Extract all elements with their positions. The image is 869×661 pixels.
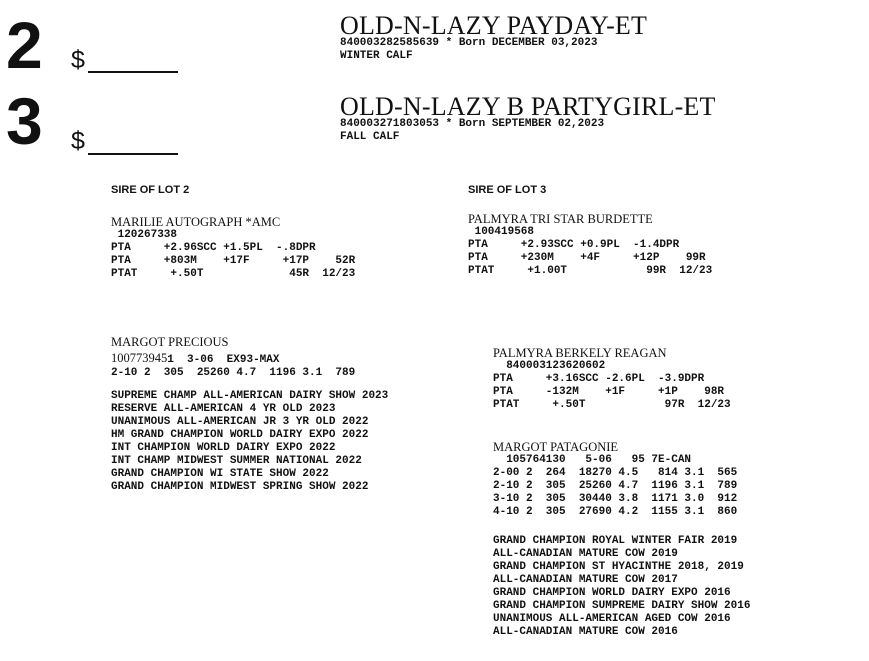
lot-2-dollar-sign: $ bbox=[71, 46, 85, 74]
sire-lot-2-ptat-line: PTAT +.50T 45R 12/23 bbox=[111, 268, 356, 280]
sire-lot-3-name: PALMYRA TRI STAR BURDETTE bbox=[468, 212, 653, 226]
lot-3-name: OLD-N-LAZY B PARTYGIRL-ET bbox=[340, 92, 716, 121]
lot-3-class: FALL CALF bbox=[340, 131, 400, 143]
maternal-grandsire-ptat-line: PTAT +.50T 97R 12/23 bbox=[493, 399, 731, 411]
dam-lot-3-record: 2-10 2 305 25260 4.7 1196 3.1 789 bbox=[493, 480, 738, 492]
award-line: INT CHAMPION WORLD DAIRY EXPO 2022 bbox=[111, 442, 336, 454]
lot-3-registration: 840003271803053 * Born SEPTEMBER 02,2023 bbox=[340, 118, 605, 130]
dam-lot-2-awards bbox=[111, 390, 388, 494]
dam-lot-3-name: MARGOT PATAGONIE bbox=[493, 440, 619, 454]
maternal-grandsire-pta-line: PTA -132M +1F +1P 98R bbox=[493, 386, 725, 398]
award-line: ALL-CANADIAN MATURE COW 2017 bbox=[493, 574, 678, 586]
sire-lot-3-registration: 100419568 bbox=[468, 226, 535, 238]
award-line: GRAND CHAMPION WI STATE SHOW 2022 bbox=[111, 468, 329, 480]
sire-lot-2-pta-line: PTA +803M +17F +17P 52R bbox=[111, 255, 356, 267]
dam-lot-2-record: 2-10 2 305 25260 4.7 1196 3.1 789 bbox=[111, 367, 356, 379]
dam-lot-3-record: 4-10 2 305 27690 4.2 1155 3.1 860 bbox=[493, 506, 738, 518]
lot-3-price-blank[interactable] bbox=[88, 153, 178, 155]
award-line: GRAND CHAMPION ROYAL WINTER FAIR 2019 bbox=[493, 535, 738, 547]
lot-2-name: OLD-N-LAZY PAYDAY-ET bbox=[340, 11, 648, 40]
lot-2-class: WINTER CALF bbox=[340, 50, 413, 62]
sire-lot-3-ptat-line: PTAT +1.00T 99R 12/23 bbox=[468, 265, 713, 277]
dam-lot-2-classification: 1 3-06 EX93-MAX bbox=[167, 354, 280, 366]
lot-3-number: 3 bbox=[6, 84, 41, 158]
dam-lot-3-record: 2-00 2 264 18270 4.5 814 3.1 565 bbox=[493, 467, 738, 479]
sire-lot-3-pta-line: PTA +2.93SCC +0.9PL -1.4DPR bbox=[468, 239, 680, 251]
sire-lot-3-block bbox=[468, 212, 712, 278]
dam-lot-2-registration: 100773945 bbox=[111, 351, 168, 365]
sire-lot-2-name: MARILIE AUTOGRAPH *AMC bbox=[111, 215, 281, 229]
award-line: ALL-CANADIAN MATURE COW 2016 bbox=[493, 626, 678, 638]
award-line: UNANIMOUS ALL-AMERICAN JR 3 YR OLD 2022 bbox=[111, 416, 369, 428]
award-line: GRAND CHAMPION ST HYACINTHE 2018, 2019 bbox=[493, 561, 744, 573]
sire-lot-2-block bbox=[111, 215, 355, 281]
lot-2-registration: 840003282585639 * Born DECEMBER 03,2023 bbox=[340, 37, 598, 49]
award-line: ALL-CANADIAN MATURE COW 2019 bbox=[493, 548, 678, 560]
sire-lot-3-pta-line: PTA +230M +4F +12P 99R bbox=[468, 252, 706, 264]
dam-lot-2-block bbox=[111, 335, 355, 380]
lot-2-price-blank[interactable] bbox=[88, 71, 178, 73]
award-line: RESERVE ALL-AMERICAN 4 YR OLD 2023 bbox=[111, 403, 336, 415]
maternal-grandsire-pta-line: PTA +3.16SCC -2.6PL -3.9DPR bbox=[493, 373, 705, 385]
sire-lot-3-heading: SIRE OF LOT 3 bbox=[468, 184, 547, 196]
maternal-grandsire-lot-3-block bbox=[493, 346, 731, 412]
award-line: SUPREME CHAMP ALL-AMERICAN DAIRY SHOW 2023 bbox=[111, 390, 389, 402]
award-line: UNANIMOUS ALL-AMERICAN AGED COW 2016 bbox=[493, 613, 731, 625]
lot-3-dollar-sign: $ bbox=[71, 127, 85, 155]
maternal-grandsire-name: PALMYRA BERKELY REAGAN bbox=[493, 346, 667, 360]
lot-2-number: 2 bbox=[6, 8, 41, 82]
award-line: HM GRAND CHAMPION WORLD DAIRY EXPO 2022 bbox=[111, 429, 369, 441]
dam-lot-3-header: 105764130 5-06 95 7E-CAN bbox=[493, 454, 692, 466]
dam-lot-3-record: 3-10 2 305 30440 3.8 1171 3.0 912 bbox=[493, 493, 738, 505]
maternal-grandsire-registration: 840003123620602 bbox=[493, 360, 606, 372]
award-line: GRAND CHAMPION SUMPREME DAIRY SHOW 2016 bbox=[493, 600, 751, 612]
sire-lot-2-heading: SIRE OF LOT 2 bbox=[111, 184, 190, 196]
sire-lot-2-pta-line: PTA +2.96SCC +1.5PL -.8DPR bbox=[111, 242, 316, 254]
award-line: GRAND CHAMPION MIDWEST SPRING SHOW 2022 bbox=[111, 481, 369, 493]
dam-lot-3-block bbox=[493, 440, 737, 519]
dam-lot-2-name: MARGOT PRECIOUS bbox=[111, 335, 229, 349]
sire-lot-2-registration: 120267338 bbox=[111, 229, 178, 241]
dam-lot-3-awards bbox=[493, 535, 750, 639]
award-line: GRAND CHAMPION WORLD DAIRY EXPO 2016 bbox=[493, 587, 731, 599]
award-line: INT CHAMP MIDWEST SUMMER NATIONAL 2022 bbox=[111, 455, 362, 467]
